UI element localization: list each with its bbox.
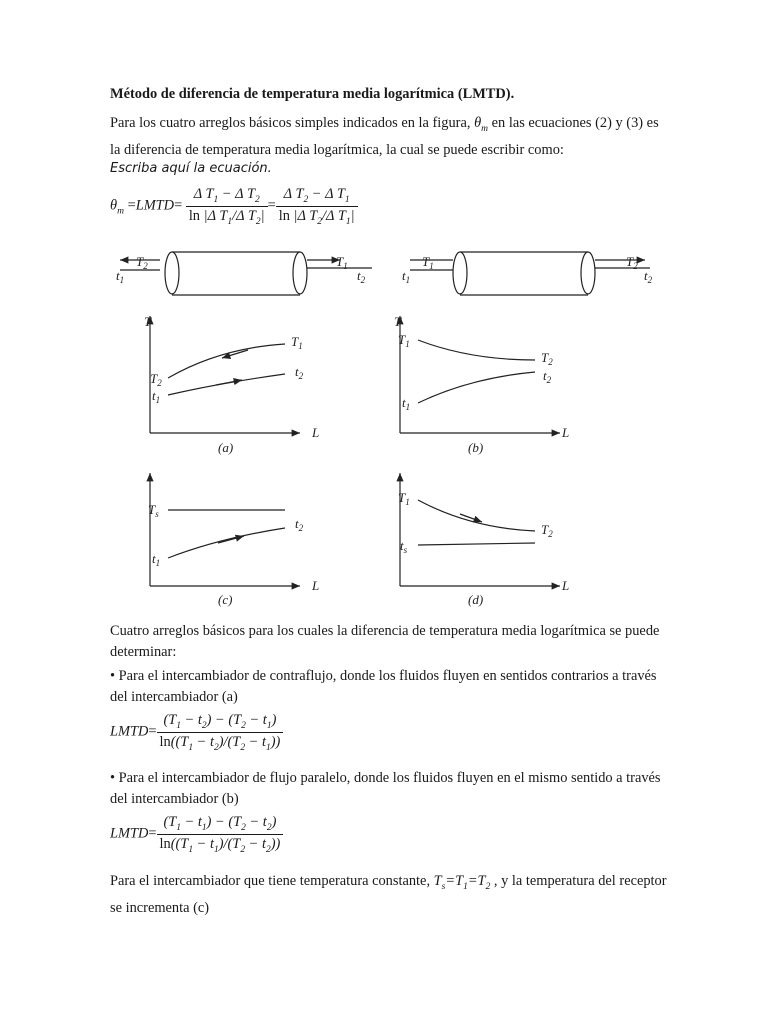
svg-text:T2: $T_2$ <box>541 522 553 539</box>
graph-d <box>400 473 560 586</box>
svg-text:L: L <box>312 425 320 440</box>
equation-placeholder[interactable]: Escriba aquí la ecuación. <box>110 161 272 176</box>
svg-text:ts: $t_s$ <box>400 538 408 555</box>
svg-text:T1: $T_1$ <box>422 254 434 271</box>
theta-symbol: $\theta_m$ <box>474 115 489 134</box>
svg-text:t2: $t_2$ <box>295 516 304 533</box>
document-heading: Método de diferencia de temperatura media logarítmica (LMTD). <box>110 86 515 102</box>
svg-text:t2: $t_2$ <box>644 268 653 285</box>
svg-text:t2: $t_2$ <box>295 364 304 381</box>
lmtd-parallel-equation: LMTD= $\frac{(T_1 - t_1) - (T_2 - t_2)}{\ln((T_1 - t_1)/(T_2 - t_2))}$ <box>110 814 283 855</box>
graph-b <box>400 316 560 433</box>
graph-c <box>150 473 300 586</box>
intro-line2: y (3) es la diferencia de temperatura media logarítmica, la cual se puede escribir como: <box>110 115 659 158</box>
bullet-counterflow: • Para el intercambiador de contraflujo, donde los fluidos fluyen en sentidos contrarios a través del intercambiador (a) <box>110 668 657 705</box>
svg-text:t1: $t_1$ <box>402 395 411 412</box>
heat-exchanger-figure <box>110 238 660 608</box>
svg-text:Ts: $T_s$ <box>148 502 159 519</box>
constant-temp-paragraph: Para el intercambiador que tiene temperatura constante, $T_s=T_1=T_2$ , y la temperatura del receptor se incrementa (c) <box>110 873 667 916</box>
pipe-a <box>120 252 372 295</box>
intro-line1-a: Para los cuatro arreglos básicos simples indicados en la figura, <box>110 115 471 131</box>
intro-paragraph <box>110 113 670 161</box>
graph-a <box>150 316 300 433</box>
bullet-parallel: • Para el intercambiador de flujo paralelo, donde los fluidos fluyen en el mismo sentido a través del intercambiador (b) <box>110 770 661 807</box>
lmtd-counterflow-equation: LMTD= $\frac{(T_1 - t_2) - (T_2 - t_1)}{\ln((T_1 - t_2)/(T_2 - t_1))}$ <box>110 712 283 753</box>
svg-text:t2: $t_2$ <box>357 268 366 285</box>
svg-text:L: L <box>562 425 570 440</box>
intro-line1-b: en las ecuaciones (2) <box>491 115 612 131</box>
svg-text:T2: $T_2$ <box>150 371 162 388</box>
svg-text:t1: $t_1$ <box>116 268 125 285</box>
caption-c: (c) <box>218 592 233 607</box>
svg-text:T2: $T_2$ <box>626 254 638 271</box>
svg-text:T: T <box>394 314 402 329</box>
svg-text:T: T <box>144 314 152 329</box>
svg-text:T1: $T_1$ <box>336 254 348 271</box>
svg-text:T1: $T_1$ <box>291 334 303 351</box>
svg-text:L: L <box>562 578 570 593</box>
svg-text:t1: $t_1$ <box>152 388 161 405</box>
figure-caption-paragraph: Cuatro arreglos básicos para los cuales la diferencia de temperatura media logarítmica se puede determinar: <box>110 623 660 660</box>
caption-d: (d) <box>468 592 484 607</box>
svg-text:t1: $t_1$ <box>152 551 161 568</box>
svg-text:t2: $t_2$ <box>543 368 552 385</box>
svg-text:L: L <box>312 578 320 593</box>
svg-text:t1: $t_1$ <box>402 268 411 285</box>
svg-text:T1: $T_1$ <box>398 490 410 507</box>
svg-text:T1: $T_1$ <box>398 332 410 349</box>
caption-b: (b) <box>468 440 484 455</box>
lmtd-definition-equation: $\theta_m$ =LMTD= $\frac{\Delta T_1 - \Delta T_2}{\ln |\Delta T_1/\Delta T_2|}$ = $\frac{\Delta T_2 - \Delta T_1}{\ln |\Delta T_2/\Delta T_1|}$ <box>110 186 358 227</box>
svg-text:T2: $T_2$ <box>136 254 148 271</box>
pipe-b <box>410 252 650 295</box>
svg-text:T2: $T_2$ <box>541 350 553 367</box>
caption-a: (a) <box>218 440 234 455</box>
